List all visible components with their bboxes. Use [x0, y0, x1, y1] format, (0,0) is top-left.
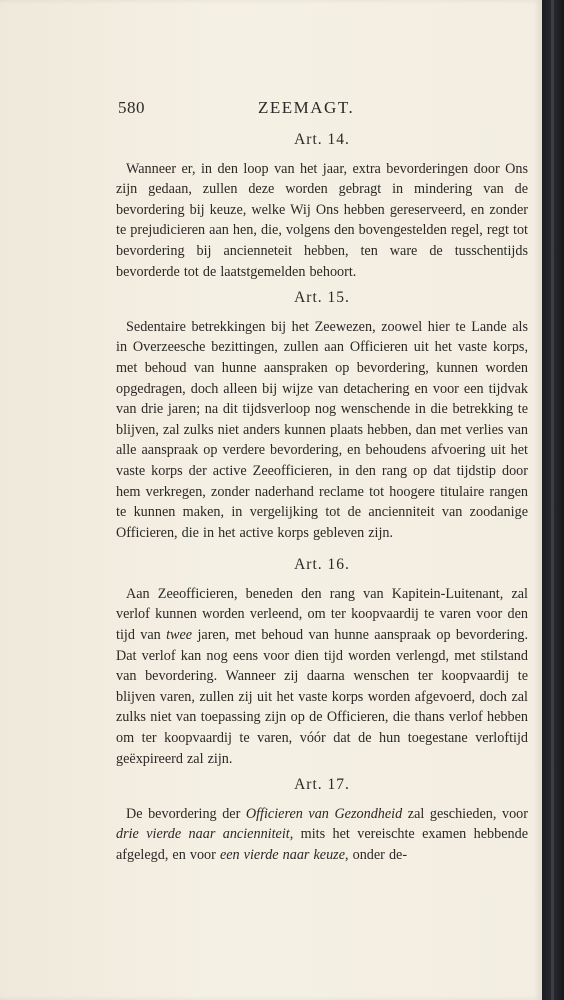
article-17-title: Art. 17. [294, 776, 350, 794]
article-17-italic-3: een vierde naar keuze [219, 847, 345, 863]
article-14-body: Wanneer er, in den loop van het jaar, extra bevorderingen door Ons zijn gedaan, zullen deze worden gebragt in mindering van de bevordering bij keuze, welke Wij Ons hebben gereserveerd, en zonder te prejudicieren aan hen, die, volgens den bovengestelden regel, regt tot bevordering bij ancienneteit hebben, ten ware de tusschentijds bevorderde tot de laatstgemelden behoort. [116, 160, 528, 280]
page-header [118, 98, 528, 124]
article-17-part-2: zal geschieden, voor [402, 805, 528, 822]
article-17-italic-1: Officieren van Gezondheid [245, 805, 403, 822]
article-16-body-before: Aan Zeeofficieren, beneden den rang van Kapitein-Luitenant, zal verlof kunnen worden verleend, om ter koopvaardij te varen voor den tijd van [116, 585, 528, 644]
running-head: ZEEMAGT. [258, 98, 355, 117]
article-17-part-4: , onder de- [345, 847, 408, 863]
article-16-body-after: jaren, met behoud van hunne aanspraak op bevordering. Dat verlof kan nog eens voor dien tijd worden verlengd, met stilstand van bevordering. Wanneer zij daarna wenschen ter koopvaardij te blijven varen, zullen zij uit het vaste korps worden afgevoerd, doch zal zulks niet van toepassing zijn op de Officieren, die thans verlof hebben om ter koopvaardij te varen, vóór dat de hun toegestane verloftijd geëxpireerd zal zijn. [116, 627, 528, 767]
article-16-title: Art. 16. [294, 556, 350, 574]
article-15-text [116, 317, 528, 544]
article-17-part-1: De bevordering der [126, 805, 246, 822]
article-14-title: Art. 14. [294, 131, 350, 148]
article-16-italic: twee [166, 627, 193, 644]
page-body [116, 128, 528, 872]
article-17-text [116, 804, 528, 866]
article-14-text [116, 159, 528, 283]
article-17-part-3: , mits het vereischte examen hebbende afgelegd, en voor [116, 826, 528, 863]
page-number: 580 [118, 98, 145, 117]
article-15-body: Sedentaire betrekkingen bij het Zeewezen, zoowel hier te Lande als in Overzeesche bezittingen, zullen aan Officieren uit het vaste korps, met behoud van hunne aanspraken op bevordering, kunnen worden opgedragen, doch alleen bij wijze van detachering en voor een tijdvak van drie jaren; na dit tijdsverloop nog wenschende in die betrekking te blijven, zal zulks niet anders kunnen plaats hebben, dan met verlies van alle aanspraak op verdere bevordering, en behoudens afvoering uit het vaste korps der active Zeeofficieren, in den rang op dat tijdstip door hem verkregen, zonder naderhand reclame tot hoogere titulaire rangen te kunnen maken, in vergelijking tot de ancienniteit van zoodanige Officieren, die in het active korps gebleven zijn. [116, 318, 528, 541]
article-16-text [116, 584, 528, 769]
article-17-italic-2: drie vierde naar ancienniteit [116, 826, 290, 843]
article-15-title: Art. 15. [294, 289, 350, 307]
binding-stripe [551, 0, 554, 1000]
